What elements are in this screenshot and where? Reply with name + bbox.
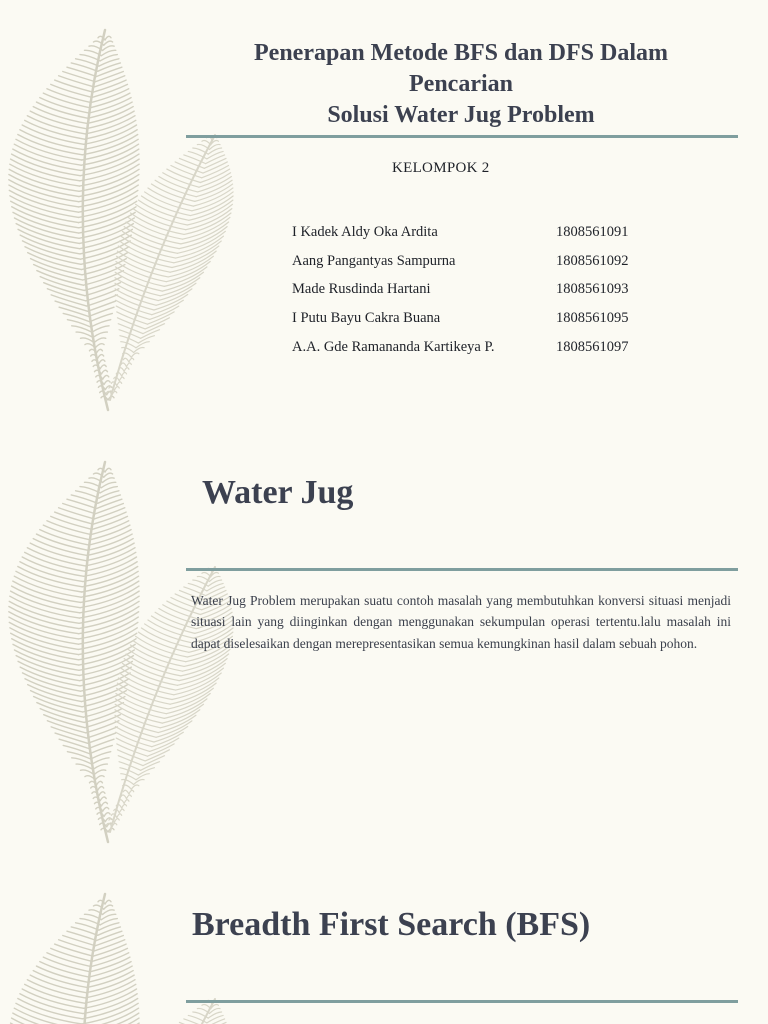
title-line-3: Solusi Water Jug Problem [327, 102, 595, 128]
member-list [292, 218, 629, 362]
slide-water-jug [0, 432, 768, 864]
title-line-2: Pencarian [409, 71, 513, 97]
heading-divider [186, 568, 738, 571]
member-nim: 1808561091 [556, 223, 629, 240]
member-name: A.A. Gde Ramananda Kartikeya P. [292, 339, 495, 356]
title-line-1: Penerapan Metode BFS dan DFS Dalam [254, 40, 668, 66]
member-nim: 1808561093 [556, 281, 629, 298]
heading-divider [186, 1000, 738, 1003]
slide-title [0, 0, 768, 432]
member-row [292, 276, 629, 305]
member-row [292, 304, 629, 333]
section-heading: Breadth First Search (BFS) [192, 906, 591, 943]
title-divider [186, 135, 738, 138]
member-name: Aang Pangantyas Sampurna [292, 252, 456, 269]
slide-title-heading [188, 38, 734, 131]
member-name: Made Rusdinda Hartani [292, 281, 431, 298]
section-heading: Water Jug [202, 474, 354, 511]
description-paragraph: Water Jug Problem merupakan suatu contoh masalah yang membutuhkan konversi situasi menjadi situasi lain yang diinginkan dengan menggunakan sekumpulan operasi tertentu.lalu masalah ini dapat diselesaikan dengan merepresentasikan semua kemungkinan hasil dalam sebuah pohon. [191, 593, 731, 651]
member-name: I Kadek Aldy Oka Ardita [292, 223, 438, 240]
member-nim: 1808561092 [556, 252, 629, 269]
member-name: I Putu Bayu Cakra Buana [292, 310, 441, 327]
slide-bfs [0, 864, 768, 1024]
member-row [292, 333, 629, 362]
member-row [292, 218, 629, 247]
group-label: KELOMPOK 2 [392, 160, 490, 176]
member-nim: 1808561097 [556, 339, 629, 356]
member-nim: 1808561095 [556, 310, 629, 327]
member-row [292, 247, 629, 276]
